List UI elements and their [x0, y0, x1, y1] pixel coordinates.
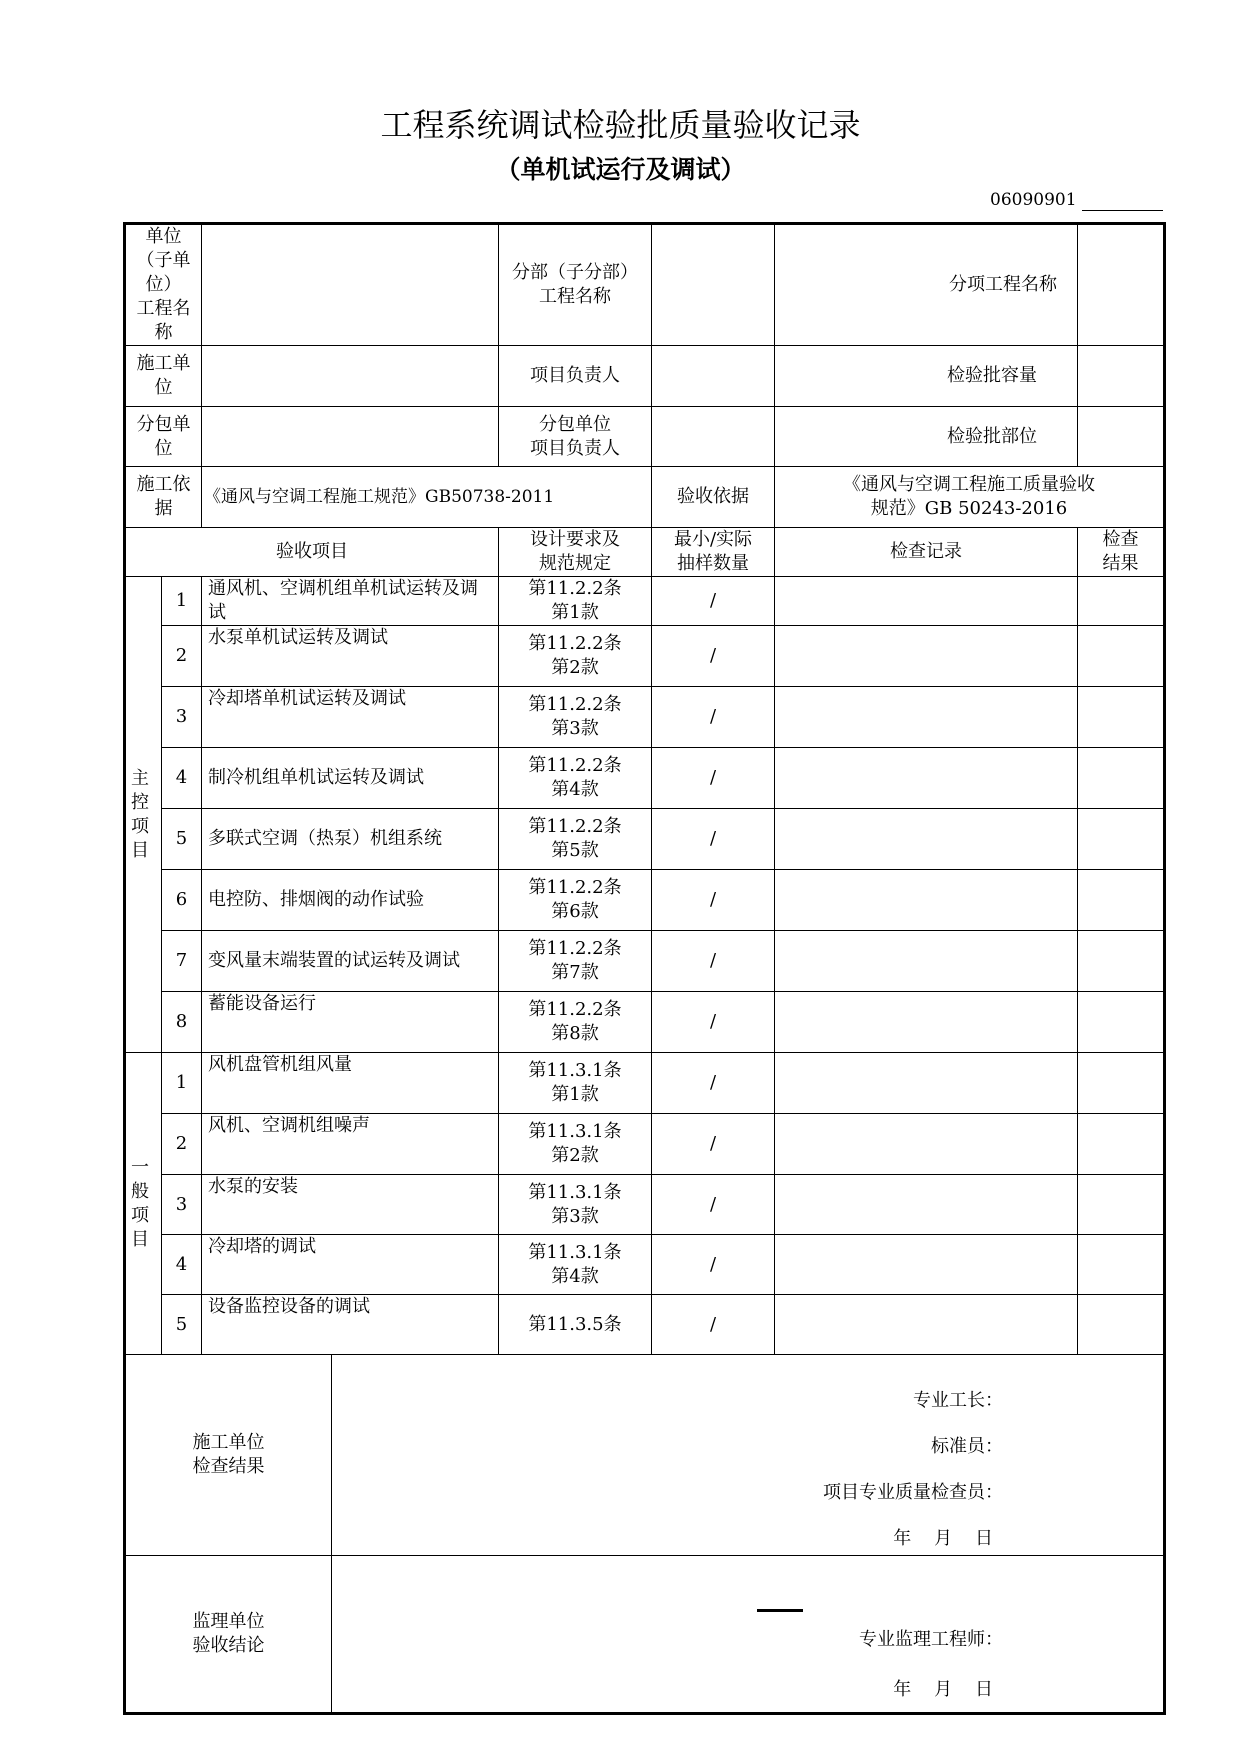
- subitem-value[interactable]: [1078, 224, 1165, 346]
- item-sample[interactable]: /: [652, 992, 775, 1053]
- item-result[interactable]: [1078, 992, 1165, 1053]
- item-clause: [499, 809, 652, 870]
- col-record: 检查记录: [775, 528, 1078, 577]
- location-label: 检验批部位: [775, 407, 1078, 467]
- header-row-subcontractor: [125, 407, 1165, 467]
- item-sample[interactable]: /: [652, 1175, 775, 1235]
- unit-label: [125, 224, 202, 346]
- item-sample[interactable]: /: [652, 931, 775, 992]
- table-row: [125, 1114, 1165, 1175]
- item-name: 水泵单机试运转及调试: [202, 626, 499, 687]
- clause-line2: 第4款: [551, 1265, 599, 1287]
- general-label-char: 目: [131, 1228, 149, 1250]
- location-value[interactable]: [1078, 407, 1165, 467]
- clause-line2: 第3款: [551, 1205, 599, 1227]
- item-no: 7: [162, 931, 202, 992]
- item-sample[interactable]: /: [652, 687, 775, 748]
- item-clause: [499, 1175, 652, 1235]
- main-label-char: 控: [131, 791, 149, 813]
- supervisor-check-row: [125, 1556, 1165, 1714]
- general-label-char: 一: [131, 1156, 149, 1178]
- item-sample[interactable]: /: [652, 1235, 775, 1295]
- item-name: 变风量末端装置的试运转及调试: [202, 931, 499, 992]
- part-label-line1: 分部（子分部）: [512, 262, 638, 283]
- col-design-line2: 规范规定: [539, 553, 611, 574]
- contractor-check-label-line2: 检查结果: [192, 1456, 265, 1477]
- part-value[interactable]: [652, 224, 775, 346]
- item-record[interactable]: [775, 1053, 1078, 1114]
- item-name: 多联式空调（热泵）机组系统: [202, 809, 499, 870]
- contractor-check-label-line1: 施工单位: [192, 1432, 265, 1453]
- supervisor-engineer-label: 专业监理工程师：: [859, 1629, 1003, 1650]
- item-name: 设备监控设备的调试: [202, 1295, 499, 1355]
- col-design-line1: 设计要求及: [530, 529, 620, 550]
- item-clause: [499, 687, 652, 748]
- item-no: 2: [162, 1114, 202, 1175]
- item-sample[interactable]: /: [652, 1053, 775, 1114]
- basis-label: 施工依据: [125, 467, 202, 528]
- clause-line2: 第8款: [551, 1023, 599, 1044]
- item-result[interactable]: [1078, 1175, 1165, 1235]
- contractor-check-label-cell: [125, 1355, 499, 1556]
- header-row-basis: [125, 467, 1165, 528]
- item-sample[interactable]: /: [652, 626, 775, 687]
- table-row: [125, 1235, 1165, 1295]
- main-label-char: 项: [131, 815, 149, 837]
- item-clause: [499, 870, 652, 931]
- item-no: 5: [162, 1295, 202, 1355]
- table-row: [125, 1295, 1165, 1355]
- item-no: 3: [162, 687, 202, 748]
- acceptance-basis-value: [775, 467, 1165, 528]
- table-row: [125, 748, 1165, 809]
- contractor-check-row: [125, 1355, 1165, 1556]
- capacity-value[interactable]: [1078, 346, 1165, 407]
- standard-officer-label: 标准员：: [931, 1436, 1003, 1457]
- item-no: 1: [162, 1053, 202, 1114]
- main-label-char: 目: [131, 839, 149, 861]
- item-clause: [499, 992, 652, 1053]
- clause-line1: 第11.2.2条: [528, 816, 622, 837]
- item-result[interactable]: [1078, 748, 1165, 809]
- clause-line2: 第5款: [551, 840, 599, 861]
- acceptance-basis-label: 验收依据: [652, 467, 775, 528]
- item-result[interactable]: [1078, 687, 1165, 748]
- item-name: 风机盘管机组风量: [202, 1053, 499, 1114]
- clause-line1: 第11.3.1条: [528, 1241, 622, 1263]
- clause-line1: 第11.2.2条: [528, 755, 622, 776]
- unit-label-line2: 工程名称: [136, 298, 191, 343]
- acceptance-basis-line2: 规范》GB 50243-2016: [870, 498, 1068, 519]
- item-clause: [499, 748, 652, 809]
- item-result[interactable]: [1078, 1114, 1165, 1175]
- clause-line2: 第1款: [551, 1084, 599, 1105]
- item-sample[interactable]: /: [652, 809, 775, 870]
- foreman-label: 专业工长：: [913, 1390, 1003, 1411]
- item-record[interactable]: [775, 577, 1078, 626]
- contractor-date-label: 年 月 日: [893, 1528, 993, 1549]
- contractor-check-content[interactable]: [499, 1355, 1165, 1556]
- page-title: 工程系统调试检验批质量验收记录: [380, 106, 861, 144]
- capacity-label: 检验批容量: [775, 346, 1078, 407]
- clause-line2: 第3款: [551, 718, 599, 739]
- item-result[interactable]: [1078, 626, 1165, 687]
- sub-pm-label-line1: 分包单位: [539, 413, 611, 435]
- item-name: 通风机、空调机组单机试运转及调试: [202, 577, 499, 626]
- clause-line2: 第2款: [551, 657, 599, 678]
- header-row-contractor: [125, 346, 1165, 407]
- table-row: [125, 931, 1165, 992]
- item-record[interactable]: [775, 931, 1078, 992]
- item-name: 风机、空调机组噪声: [202, 1114, 499, 1175]
- clause-line1: 第11.3.1条: [528, 1181, 622, 1203]
- item-clause: [499, 1295, 652, 1355]
- column-header-row: [125, 528, 1165, 577]
- contractor-value[interactable]: [202, 346, 499, 407]
- item-result[interactable]: [1078, 1053, 1165, 1114]
- inspection-table: [123, 222, 1166, 1715]
- item-clause: [499, 1053, 652, 1114]
- contractor-check-label: [126, 1355, 331, 1555]
- item-result[interactable]: [1078, 931, 1165, 992]
- quality-inspector-label: 项目专业质量检查员：: [823, 1482, 1003, 1503]
- item-clause: [499, 1114, 652, 1175]
- clause-line1: 第11.2.2条: [528, 694, 622, 715]
- basis-value: 《通风与空调工程施工规范》GB50738-2011: [202, 467, 652, 528]
- clause-line1: 第11.2.2条: [528, 578, 622, 599]
- item-no: 2: [162, 626, 202, 687]
- item-record[interactable]: [775, 1235, 1078, 1295]
- supervisor-check-label-cell: [125, 1556, 499, 1714]
- clause-line1: 第11.3.1条: [528, 1121, 622, 1142]
- supervisor-check-label: [126, 1556, 331, 1712]
- item-result[interactable]: [1078, 1295, 1165, 1355]
- item-name: 冷却塔的调试: [202, 1235, 499, 1295]
- sub-value[interactable]: [202, 407, 499, 467]
- col-item: 验收项目: [125, 528, 499, 577]
- table-row: [125, 1175, 1165, 1235]
- table-row: [125, 870, 1165, 931]
- pm-label: 项目负责人: [499, 346, 652, 407]
- subitem-label: 分项工程名称: [775, 224, 1078, 346]
- item-name: 电控防、排烟阀的动作试验: [202, 870, 499, 931]
- item-clause: [499, 1235, 652, 1295]
- item-no: 6: [162, 870, 202, 931]
- supervisor-check-content[interactable]: [499, 1556, 1165, 1714]
- clause-line2: 第4款: [551, 779, 599, 800]
- part-label: [499, 224, 652, 346]
- table-row: [125, 577, 1165, 626]
- item-name: 水泵的安装: [202, 1175, 499, 1235]
- item-sample[interactable]: /: [652, 870, 775, 931]
- item-result[interactable]: [1078, 809, 1165, 870]
- table-row: [125, 687, 1165, 748]
- item-no: 3: [162, 1175, 202, 1235]
- item-no: 1: [162, 577, 202, 626]
- sub-pm-value[interactable]: [652, 407, 775, 467]
- item-record[interactable]: [775, 992, 1078, 1053]
- page-subtitle: （单机试运行及调试）: [495, 155, 746, 184]
- form-code-underline: [1082, 210, 1163, 211]
- item-record[interactable]: [775, 626, 1078, 687]
- item-no: 8: [162, 992, 202, 1053]
- unit-value[interactable]: [202, 224, 499, 346]
- contractor-label: 施工单位: [125, 346, 202, 407]
- item-record[interactable]: [775, 809, 1078, 870]
- table-row: [125, 809, 1165, 870]
- header-row-project: [125, 224, 1165, 346]
- item-clause: [499, 931, 652, 992]
- clause-line1: 第11.3.1条: [528, 1060, 622, 1081]
- clause-line2: 第1款: [551, 602, 599, 623]
- item-no: 5: [162, 809, 202, 870]
- general-label-char: 项: [131, 1204, 149, 1226]
- sub-pm-label-line2: 项目负责人: [530, 437, 620, 459]
- col-sample-line2: 抽样数量: [677, 553, 749, 574]
- supervisor-check-label-line1: 监理单位: [192, 1611, 265, 1632]
- item-clause: [499, 577, 652, 626]
- pm-value[interactable]: [652, 346, 775, 407]
- item-record[interactable]: [775, 870, 1078, 931]
- clause-line1: 第11.2.2条: [528, 999, 622, 1020]
- clause-line1: 第11.2.2条: [528, 633, 622, 654]
- item-sample[interactable]: /: [652, 577, 775, 626]
- item-sample[interactable]: /: [652, 1114, 775, 1175]
- general-section-label: [125, 1053, 162, 1355]
- item-no: 4: [162, 748, 202, 809]
- main-label-char: 主: [131, 767, 149, 789]
- supervisor-check-label-line2: 验收结论: [192, 1635, 265, 1656]
- item-sample[interactable]: /: [652, 748, 775, 809]
- supervisor-date-label: 年 月 日: [893, 1679, 993, 1700]
- item-name: 冷却塔单机试运转及调试: [202, 687, 499, 748]
- clause-line1: 第11.2.2条: [528, 877, 622, 898]
- general-label-char: 般: [131, 1180, 149, 1202]
- clause-line2: 第2款: [551, 1145, 599, 1166]
- item-result[interactable]: [1078, 577, 1165, 626]
- table-row: [125, 992, 1165, 1053]
- sub-pm-label: [499, 407, 652, 467]
- clause-line2: 第6款: [551, 901, 599, 922]
- table-row: [125, 626, 1165, 687]
- clause-line1: 第11.3.5条: [528, 1313, 622, 1335]
- col-result: [1078, 528, 1165, 577]
- item-sample[interactable]: /: [652, 1295, 775, 1355]
- dash-mark: [757, 1609, 803, 1612]
- item-result[interactable]: [1078, 1235, 1165, 1295]
- item-no: 4: [162, 1235, 202, 1295]
- acceptance-basis-line1: 《通风与空调工程施工质量验收: [843, 474, 1095, 495]
- part-label-line2: 工程名称: [539, 286, 611, 307]
- sub-label: 分包单位: [125, 407, 202, 467]
- col-sample-line1: 最小/实际: [673, 529, 753, 550]
- clause-line1: 第11.2.2条: [528, 938, 622, 959]
- col-design: [499, 528, 652, 577]
- unit-label-line1: 单位（子单位）: [136, 226, 191, 295]
- item-result[interactable]: [1078, 870, 1165, 931]
- main-section-label: [125, 577, 162, 1053]
- item-record[interactable]: [775, 687, 1078, 748]
- table-row: [125, 1053, 1165, 1114]
- item-record[interactable]: [775, 748, 1078, 809]
- item-name: 制冷机组单机试运转及调试: [202, 748, 499, 809]
- item-record[interactable]: [775, 1114, 1078, 1175]
- item-record[interactable]: [775, 1175, 1078, 1235]
- col-result-line2: 结果: [1102, 553, 1139, 574]
- col-sample: [652, 528, 775, 577]
- item-clause: [499, 626, 652, 687]
- form-code: 06090901: [990, 190, 1077, 210]
- col-result-line1: 检查: [1102, 529, 1139, 550]
- item-name: 蓄能设备运行: [202, 992, 499, 1053]
- clause-line2: 第7款: [551, 962, 599, 983]
- item-record[interactable]: [775, 1295, 1078, 1355]
